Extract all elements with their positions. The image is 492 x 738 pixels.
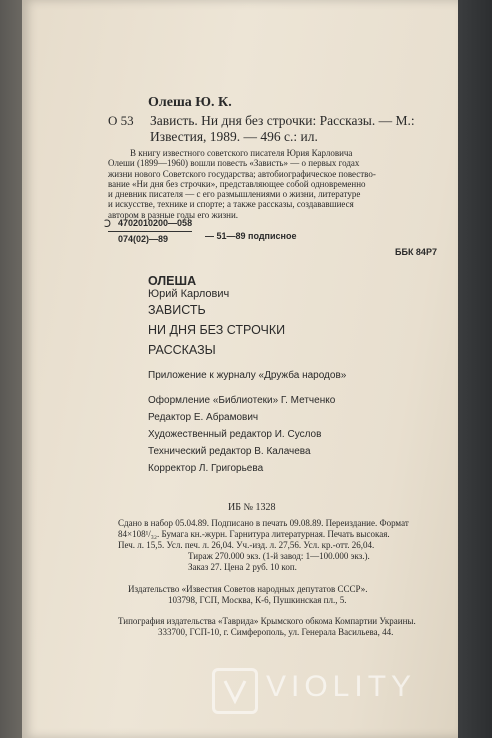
- annotation-line: Олеши (1899—1960) вошли повесть «Зависть» — о первых годах: [108, 158, 360, 169]
- violity-logo-svg: [215, 671, 255, 711]
- annotation-line: В книгу известного советского писателя Юрия Карловича: [130, 148, 353, 158]
- credits-design: Оформление «Библиотеки» Г. Метченко: [148, 395, 336, 406]
- annotation-line: вание «Ни дня без строчки», представляющее собой одновременно: [108, 178, 366, 189]
- isbn-numerator: 4702010200—058: [108, 216, 192, 232]
- annotation-line: автором в разные годы его жизни.: [108, 209, 239, 220]
- credits-art-editor: Художественный редактор И. Суслов: [148, 429, 322, 440]
- imprint-line: Заказ 27. Цена 2 руб. 10 коп.: [188, 562, 297, 572]
- annotation-line: и искусстве, технике и спорте; а также рассказы, создававшиеся: [108, 199, 354, 210]
- credits-work1: ЗАВИСТЬ: [148, 303, 206, 317]
- isbn-denominator: 074(02)—89: [118, 234, 169, 244]
- printer-line: Типография издательства «Таврида» Крымского обкома Компартии Украины.: [118, 616, 416, 626]
- catalog-author: Олеша Ю. К.: [148, 95, 232, 110]
- violity-logo-icon: [212, 668, 258, 714]
- imprint-line: Сдано в набор 05.04.89. Подписано в печать 09.08.89. Переиздание. Формат: [118, 518, 409, 528]
- annotation-line: жизни нового Советского государства; автобиографическое повество-: [108, 168, 376, 179]
- catalog-code: О 53: [108, 113, 134, 128]
- imprint-line: 84×108¹/₃₂. Бумага кн.-журн. Гарнитура литературная. Печать высокая.: [118, 529, 390, 539]
- credits-work2: НИ ДНЯ БЕЗ СТРОЧКИ: [148, 323, 286, 337]
- credits-tech-editor: Технический редактор В. Калачева: [148, 446, 311, 457]
- isbn-circle-icon: Ↄ: [104, 219, 112, 230]
- credits-work3: РАССКАЗЫ: [148, 343, 216, 357]
- catalog-annotation: [108, 148, 448, 220]
- publisher-line: 103798, ГСП, Москва, К-6, Пушкинская пл., 5.: [168, 595, 347, 605]
- catalog-title-line2: Известия, 1989. — 496 с.: ил.: [150, 129, 318, 144]
- annotation-line: и дневник писателя — с его размышлениями о жизни, литературе: [108, 189, 361, 200]
- credits-author-name: Юрий Карлович: [148, 288, 230, 300]
- credits-editor: Редактор Е. Абрамович: [148, 412, 259, 423]
- imprint-line: Тираж 270.000 экз. (1-й завод: 1—100.000 экз.).: [188, 551, 370, 561]
- catalog-bbk: ББК 84Р7: [395, 247, 437, 257]
- imprint-publisher: [128, 584, 367, 606]
- background-right: [458, 0, 492, 738]
- imprint-block: [118, 518, 409, 573]
- imprint-line: Печ. л. 15,5. Усл. печ. л. 26,04. Уч.-изд. л. 27,56. Усл. кр.-отт. 26,04.: [118, 540, 375, 550]
- catalog-title-line1: Зависть. Ни дня без строчки: Рассказы. — М.:: [150, 113, 415, 128]
- isbn-fraction: [108, 216, 192, 247]
- imprint-printer: [118, 616, 416, 638]
- credits-corrector: Корректор Л. Григорьева: [148, 463, 264, 474]
- printer-line: 333700, ГСП-10, г. Симферополь, ул. Генерала Васильева, 44.: [158, 627, 394, 637]
- credits-author-surname: ОЛЕША: [148, 274, 197, 288]
- background-left: [0, 0, 22, 738]
- imprint-ib: ИБ № 1328: [228, 502, 276, 513]
- watermark-text: VIOLITY: [266, 670, 417, 703]
- publisher-line: Издательство «Известия Советов народных депутатов СССР».: [128, 584, 368, 594]
- catalog-series: — 51—89 подписное: [205, 231, 297, 241]
- credits-supplement: Приложение к журналу «Дружба народов»: [148, 370, 347, 381]
